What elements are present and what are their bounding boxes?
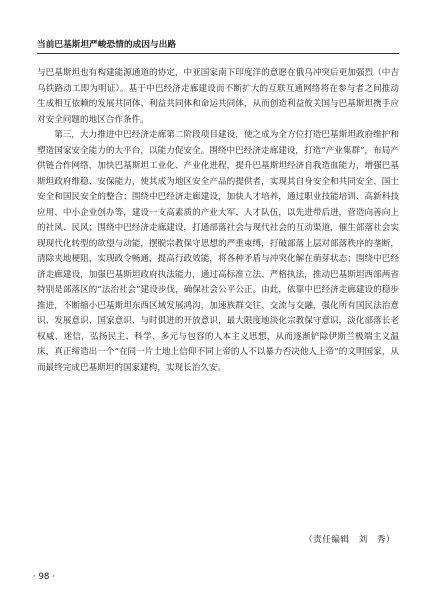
page-number: · 98 · [33, 572, 55, 582]
paragraph-continuation: 与巴基斯坦也有构建能源通道的协定，中亚国家南下印度洋的意愿在俄乌冲突后更加强烈（中吉乌铁路动工即为明证）。基于中巴经济走廊建设而不断扩大的互联互通网络将在参与者之间推动生成相互依赖的发展共同体、利益共同体和命运共同体，从而创造利益攸关国与巴基斯坦携手应对安全问题的地区合作条件。 [37, 68, 399, 125]
paragraph-third-point: 第三，大力推进中巴经济走廊第二阶段项目建设，使之成为全方位打造巴基斯坦政府维护和塑造国家安全能力的大平台，以能力促安全。围绕中巴经济走廊建设，打造“产业集群”，布局产供链合作网络，加快巴基斯坦工业化、产业化进程，提升巴基斯坦经济自我造血能力，增强巴基斯坦政府维稳、安保能力，使其成为地区安全产品的提供者，实现其自身安全和共同安全、国土安全和国民安全的整合；围绕中巴经济走廊建设，加快人才培养，通过职业技能培训、高新科技应用、中小企业创办等，建设一支高素质的产业大军、人才队伍，以先进带后进，营造向善向上的社风、民风；围绕中巴经济走廊建设，打通部落社会与现代社会的互动渠道，催生部落社会实现现代化转型的欲望与动能，摆脱宗教保守思想的严重束缚，打破部落上层对部落秩序的垄断，清除夹地梗阻，实现政令畅通，提高行政效能，将各种矛盾与冲突化解在萌芽状态；围绕中巴经济走廊建设，加强巴基斯坦政府执法能力，通过高标准立法、严格执法，推动巴基斯坦西部两省特别是部落区的“法治社会”建设步伐，确保社会公平公正。由此，依靠中巴经济走廊建设的稳步推进，不断缩小巴基斯坦东西区域发展鸿沟，加速族群交往、交流与交融，强化所有国民法治意识、发展意识、国家意识、与时俱进的开放意识，最大限度地淡化宗教保守意识，淡化部落长老权威、迷信，弘扬民主、科学、多元与包容的人本主义思想，从而逐渐铲除伊斯兰极端主义温床，真正缔造出一个“在同一片土地上信仰不同上帝的人不以暴力否决他人上帝”的文明国家，从而最终完成巴基斯坦的国家建构，实现长治久安。 [37, 130, 399, 373]
editor-credit: （责任编辑 刘 秀） [304, 535, 395, 545]
article-body [37, 66, 399, 376]
running-head: 当前巴基斯坦严峻恐情的成因与出路 [37, 38, 399, 54]
